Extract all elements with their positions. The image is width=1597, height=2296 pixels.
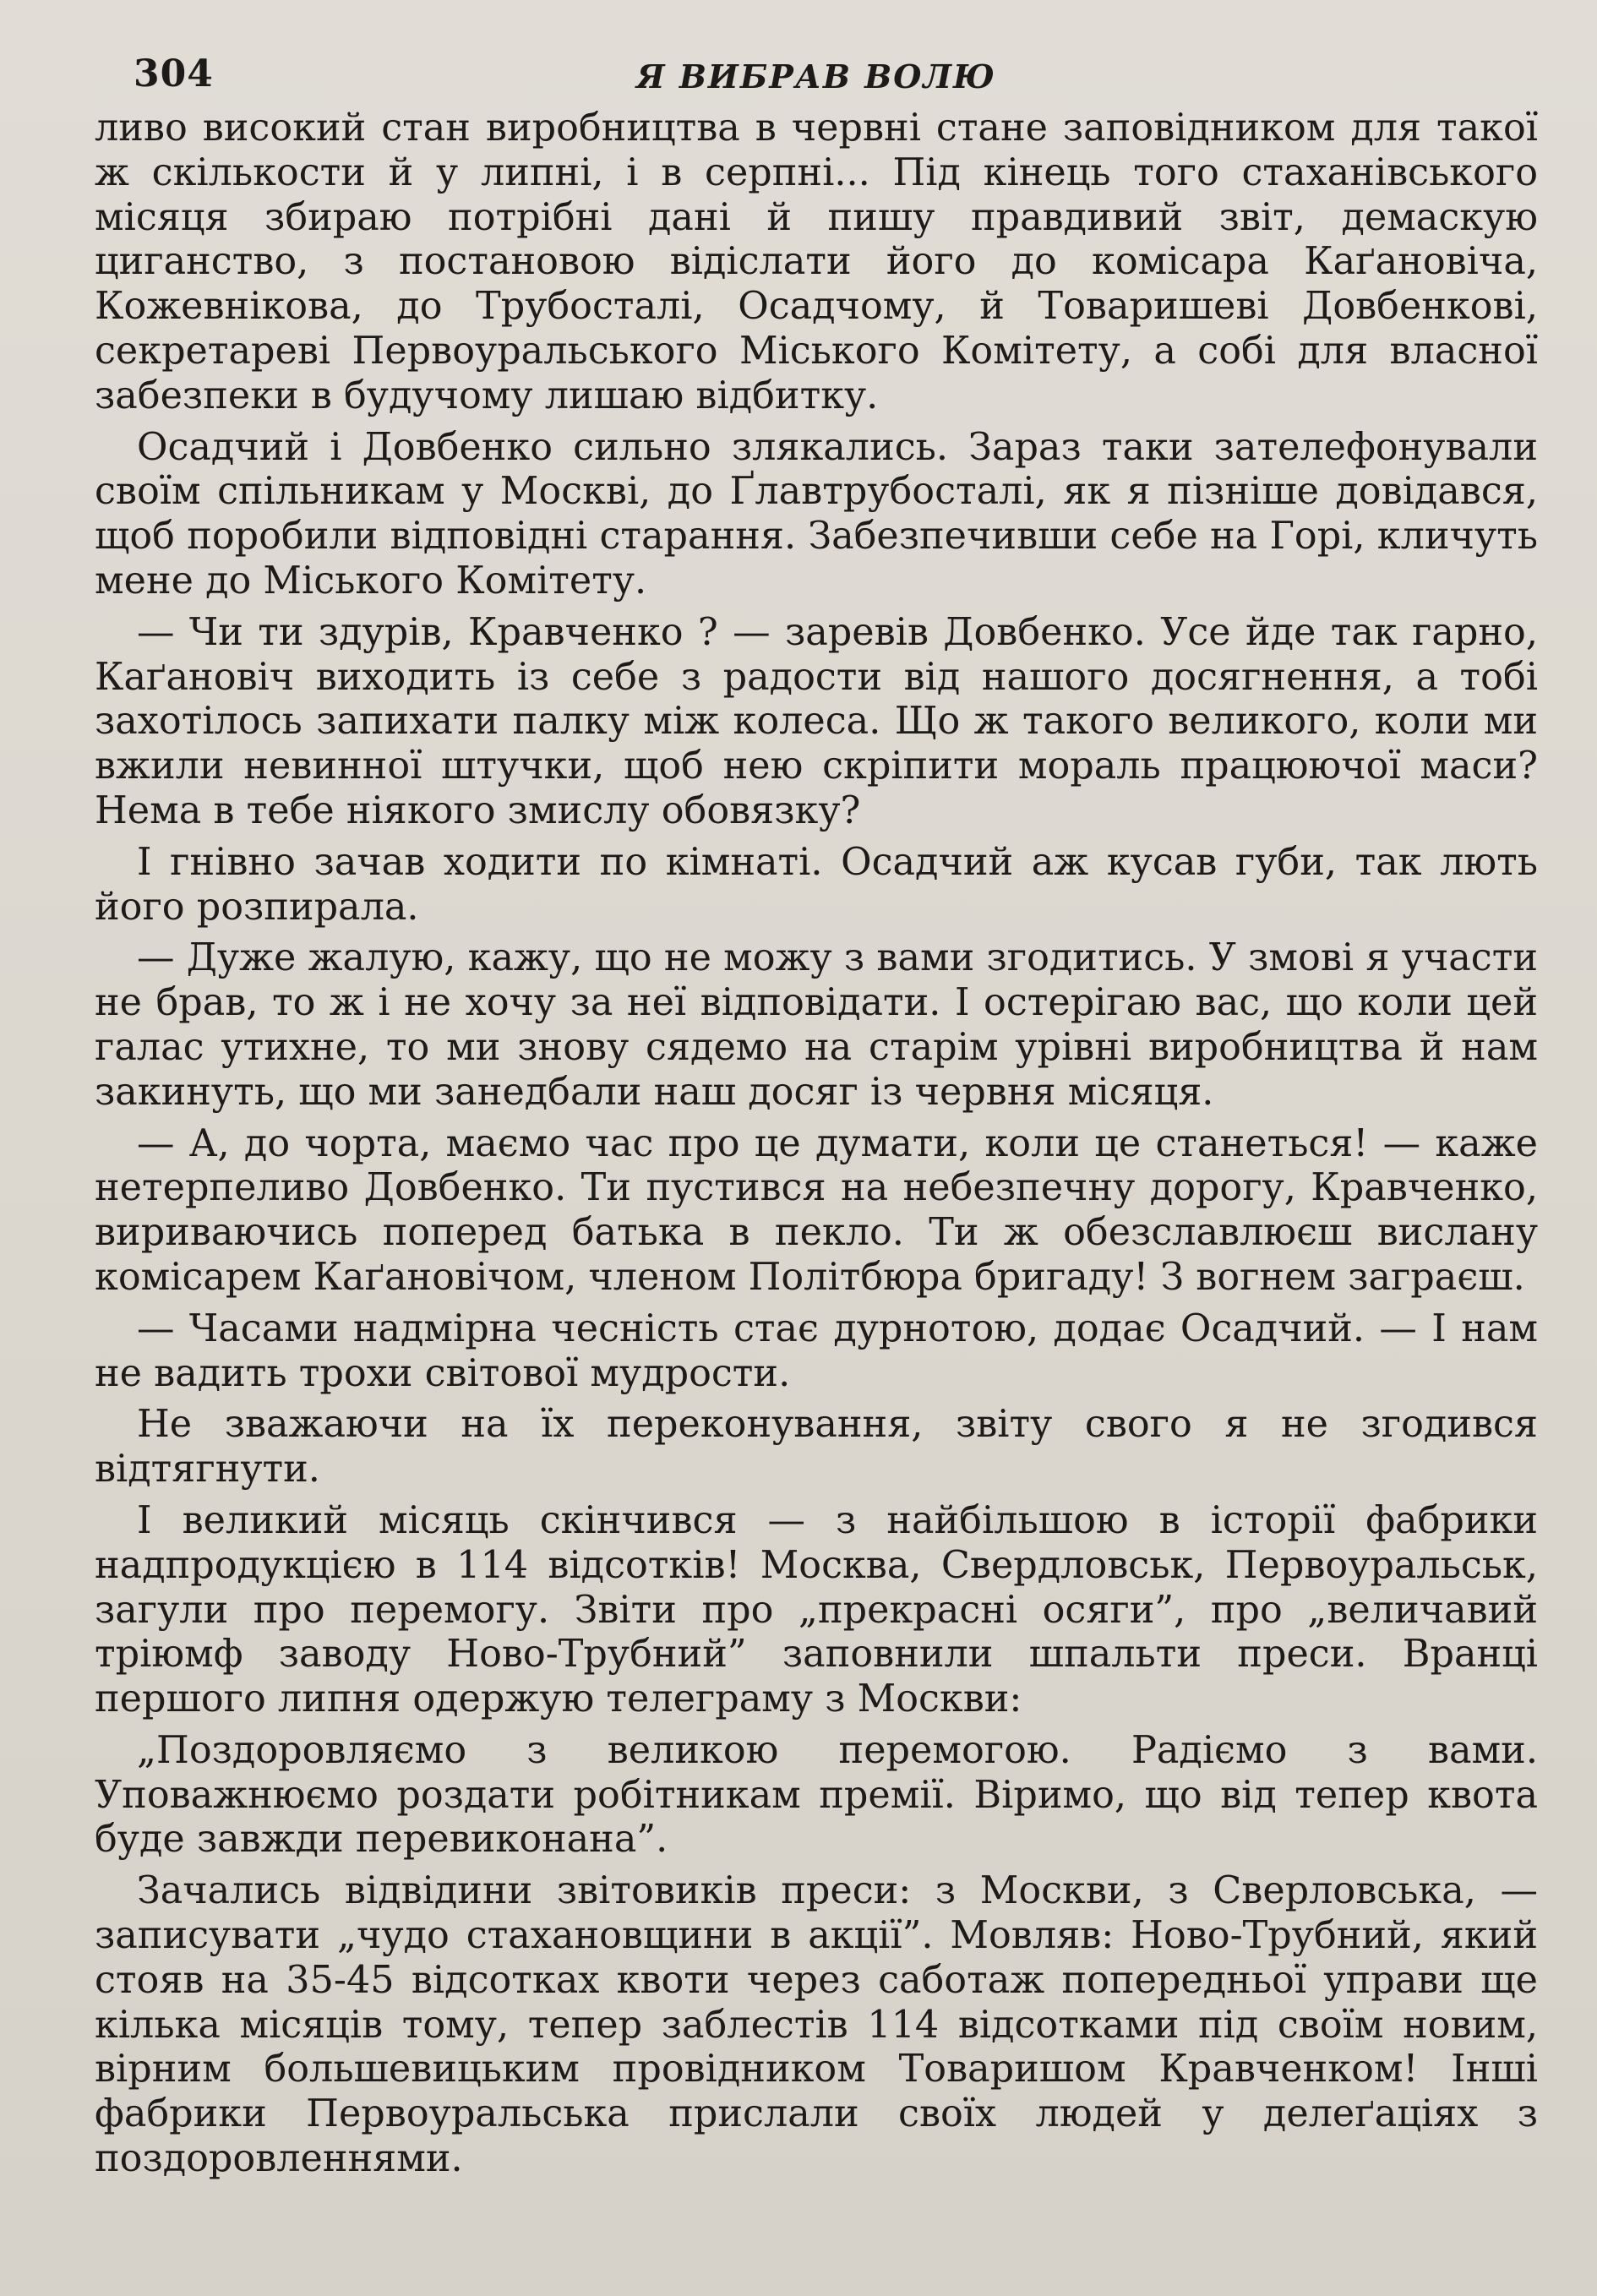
paragraph: Осадчий і Довбенко сильно злякались. Зараз таки зателефонували своїм спільникам у Москві, до Ґлавтрубосталі, як я пізніше довідався, щоб поробили відповідні старання. Забезпечивши себе на Горі, кличуть мене до Міського Комітету. — [95, 425, 1538, 603]
paragraph: Зачались відвідини звітовиків преси: з Москви, з Сверловська, — записувати „чудо стахановщини в акції”. Мовляв: Ново-Трубний, який стояв на 35-45 відсотках квоти через саботаж попередньої управи ще кілька місяців тому, тепер заблестів 114 відсотками під своїм новим, вірним большевицьким провідником Товаришом Кравченком! Інші фабрики Первоуральська прислали своїх людей у делеґаціях з поздоровленнями. — [95, 1869, 1538, 2181]
body-text — [95, 106, 1538, 2182]
paragraph: „Поздоровляємо з великою перемогою. Радіємо з вами. Уповажнюємо роздати робітникам премії. Віримо, що від тепер квота буде завжди перевиконана”. — [95, 1728, 1538, 1862]
page-number: 304 — [134, 52, 214, 95]
paragraph: І великий місяць скінчився — з найбільшою в історії фабрики надпродукцією в 114 відсотків! Москва, Свердловськ, Первоуральськ, загули про перемогу. Звіти про „прекрасні осяги”, про „величавий тріюмф заводу Ново-Трубний” заповнили шпальти преси. Вранці першого липня одержую телеграму з Москви: — [95, 1498, 1538, 1721]
paragraph: І гнівно зачав ходити по кімнаті. Осадчий аж кусав губи, так лють його розпирала. — [95, 840, 1538, 929]
running-head: Я ВИБРАВ ВОЛЮ — [636, 57, 996, 95]
paragraph: — А, до чорта, маємо час про це думати, коли це станеться! — каже нетерпеливо Довбенко. Ти пустився на небезпечну дорогу, Кравченко, вириваючись поперед батька в пекло. Ти ж обезславлюєш виcлану комісарем Каґановічом, членом Політбюра бригаду! З вогнем заграєш. — [95, 1121, 1538, 1299]
paragraph: — Часами надмірна чесність стає дурнотою, додає Осадчий. — І нам не вадить трохи світової мудрости. — [95, 1306, 1538, 1395]
paragraph: Не зважаючи на їх переконування, звіту свого я не згодився відтягнути. — [95, 1403, 1538, 1492]
paragraph: — Чи ти здурів, Кравченко ? — заревів Довбенко. Усе йде так гарно, Каґановіч виходить із себе з радости від нашого досягнення, а тобі захотілось запихати палку між колеса. Що ж такого великого, коли ми вжили невинної штучки, щоб нею скріпити мораль працюючої маси? Нема в тебе ніякого змислу обовязку? — [95, 610, 1538, 832]
page-header — [95, 49, 1538, 96]
paragraph: ливо високий стан виробництва в червні стане заповідником для такої ж скількости й у липні, і в серпні... Під кінець того стаханівського місяця збираю потрібні дані й пишу правдивий звіт, демаскую циганство, з постановою відіслати його до комісара Каґановіча, Кожевнікова, до Трубосталі, Осадчому, й Товаришеві Довбенкові, секретареві Первоуральського Міського Комітету, а собі для власної забезпеки в будучому лишаю відбитку. — [95, 106, 1538, 417]
paragraph: — Дуже жалую, кажу, що не можу з вами згодитись. У змові я участи не брав, то ж і не хочу за неї відповідати. І остерігаю вас, що коли цей галас утихне, то ми знову сядемо на старім урівні виробництва й нам закинуть, що ми занедбали наш досяг із червня місяця. — [95, 936, 1538, 1114]
